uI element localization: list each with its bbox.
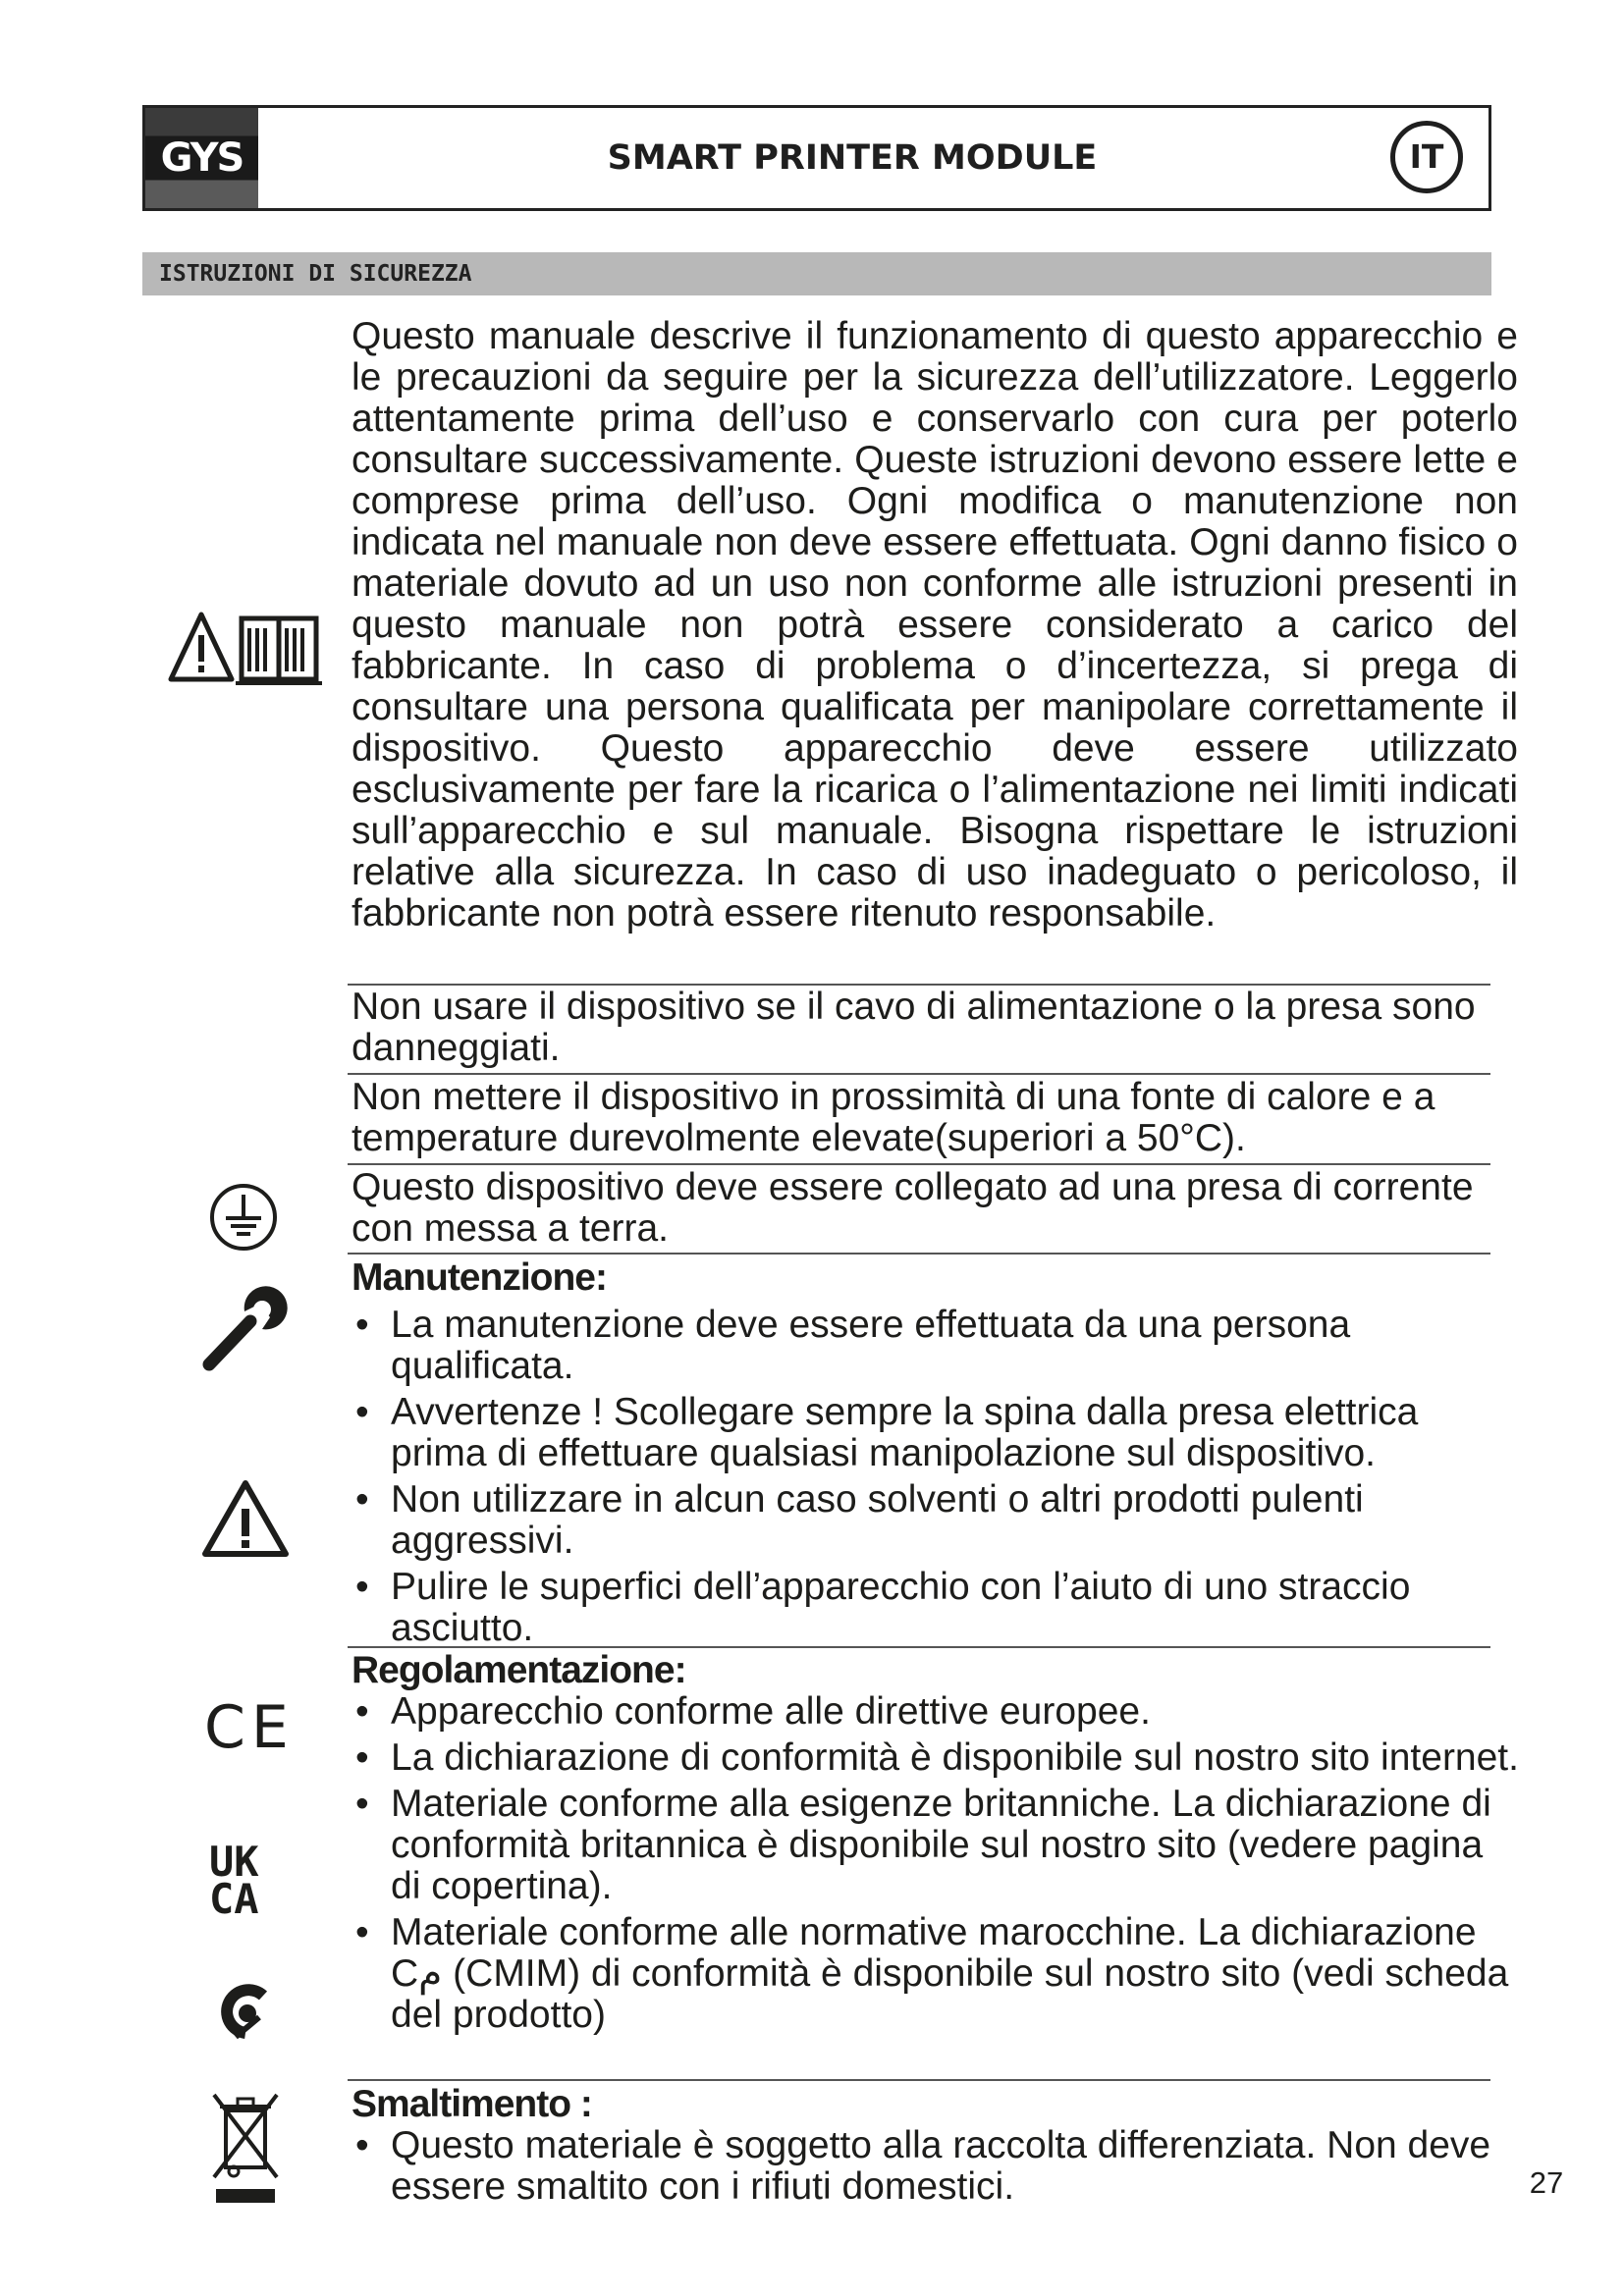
divider [348, 1073, 1490, 1075]
list-item: • Pulire le superfici dell’apparecchio con l’aiuto di uno straccio asciutto. [352, 1567, 1490, 1649]
page-header [142, 105, 1491, 211]
divider [348, 1646, 1490, 1648]
warning-read-manual-icon [167, 609, 324, 687]
wrench-icon [201, 1284, 290, 1372]
crossed-bin-icon [206, 2089, 285, 2207]
maintenance-section [352, 1257, 1490, 1654]
ukca-line-2: CA [209, 1875, 259, 1923]
list-item: • Avvertenze ! Scollegare sempre la spina dalla presa elettrica prima di effettuare qualsiasi manipolazione sul dispositivo. [352, 1392, 1490, 1474]
list-item: • Questo materiale è soggetto alla raccolta differenziata. Non deve essere smaltito con i rifiuti domestici. [352, 2125, 1520, 2208]
list-item: • Materiale conforme alle normative marocchine. La dichiarazione Cم (CMIM) di conformità è disponibile sul nostro sito (vedi scheda del prodotto) [352, 1912, 1520, 2036]
list-item: • La manutenzione deve essere effettuata da una persona qualificata. [352, 1305, 1490, 1387]
divider [348, 2079, 1490, 2081]
regulation-section [352, 1650, 1520, 2041]
earth-warning-text: Questo dispositivo deve essere collegato ad una presa di corrente con messa a terra. [352, 1166, 1474, 1250]
ce-mark-icon: CE [204, 1693, 295, 1762]
regulation-title: Regolamentazione: [352, 1649, 686, 1691]
maintenance-title: Manutenzione: [352, 1256, 607, 1299]
cable-warning-text: Non usare il dispositivo se il cavo di alimentazione o la presa sono danneggiati. [352, 986, 1476, 1069]
ukca-mark-icon [209, 1838, 259, 1923]
section-title: ISTRUZIONI DI SICUREZZA [142, 252, 1491, 295]
document-title: SMART PRINTER MODULE [607, 138, 1098, 178]
disposal-title: Smaltimento : [352, 2083, 592, 2125]
page-number: 27 [1529, 2165, 1564, 2200]
gys-logo: GYS [145, 108, 258, 208]
disposal-list [352, 2125, 1520, 2208]
regulation-list [352, 1691, 1520, 2036]
list-item: • Apparecchio conforme alle direttive europee. [352, 1691, 1520, 1733]
warning-triangle-icon [171, 614, 232, 679]
divider [348, 1253, 1490, 1255]
heat-warning-text: Non mettere il dispositivo in prossimità di una fonte di calore e a temperature durevolmente elevate(superiori a 50°C). [352, 1076, 1435, 1159]
maintenance-list [352, 1305, 1490, 1649]
list-item: • La dichiarazione di conformità è disponibile sul nostro sito internet. [352, 1737, 1520, 1779]
intro-paragraph: Questo manuale descrive il funzionamento di questo apparecchio e le precauzioni da seguire per la sicurezza dell’utilizzatore. Leggerlo attentamente prima dell’uso e conservarlo con cura per poterlo consultare successivamente. Queste istruzioni devono essere lette e comprese prima dell’uso. Ogni modifica o manutenzione non indicata nel manuale non deve essere effettuata. Ogni danno fisico o materiale dovuto ad un uso non conforme alle istruzioni presenti in questo manuale non potrà essere considerato a carico del fabbricante. In caso di problema o d’incertezza, si prega di consultare una persona qualificata per manipolare correttamente il dispositivo. Questo apparecchio deve essere utilizzato esclusivamente per fare la ricarica o l’alimentazione nei limiti indicati sull’apparecchio e sul manuale. Bisogna rispettare le istruzioni relative alla sicurezza. In caso di uso inadeguato o pericoloso, il fabbricante non potrà essere ritenuto responsabile. [352, 315, 1518, 934]
list-item: • Materiale conforme alla esigenze britanniche. La dichiarazione di conformità britannica è disponibile sul nostro sito (vedere pagina di copertina). [352, 1784, 1520, 1907]
warning-triangle-icon [199, 1477, 292, 1560]
earth-ground-icon [207, 1181, 280, 1254]
manual-book-icon [236, 618, 322, 683]
language-badge: IT [1390, 121, 1463, 193]
ukca-line-1: UK [209, 1838, 259, 1886]
list-item: • Non utilizzare in alcun caso solventi o altri prodotti pulenti aggressivi. [352, 1479, 1490, 1562]
divider [348, 1163, 1490, 1165]
disposal-section [352, 2084, 1520, 2213]
cmim-mark-icon [216, 1978, 271, 2043]
